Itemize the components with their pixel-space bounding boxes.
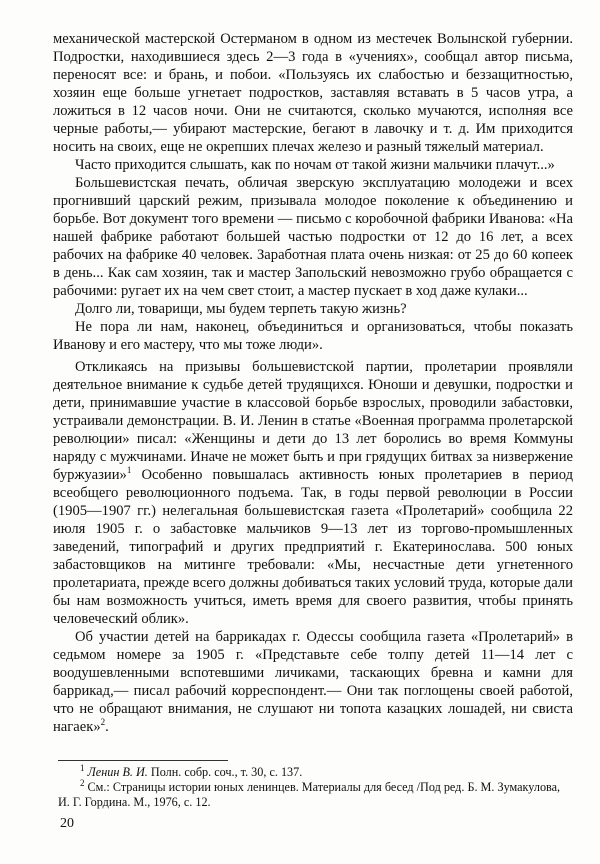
footnote-ref[interactable]: 1 bbox=[126, 465, 132, 476]
paragraph: Часто приходится слышать, как по ночам от такой жизни мальчики плачут...» bbox=[75, 157, 555, 173]
footnote bbox=[58, 762, 573, 780]
paragraph-part: Откликаясь на призывы большевистской партии, пролетарии проявляли деятельное внимание к судьбе детей трудящихся. Юноши и девушки, подростки и дети, принимавшие участие в классовой борьбе взрослых, проводили забастовки, устраивали демонстрации. В. И. Ленин в статье «Военная программа пролетарской революции» писал: «Женщины и дети до 13 лет боролись во время Коммуны наряду с мужчинами. Иначе не может быть и при грядущих битвах за низвержение буржуазии» bbox=[53, 359, 573, 483]
footnote-divider bbox=[58, 760, 228, 761]
body-text bbox=[53, 30, 573, 736]
footnote-text: Полн. собр. соч., т. 30, с. 137. bbox=[147, 765, 303, 779]
paragraph-part: Об участии детей на баррикадах г. Одессы сообщила газета «Пролетарий» в седьмом номере за 1905 г. «Представьте себе толпу детей 11—14 лет с воодушевленными вспотевшими личиками, таскающих бревна и камни для баррикад,— писал рабочий корреспондент.— Они так поглощены своей работой, что не обращают внимания, не слушают ни топота казацких лошадей, ни свиста нагаек» bbox=[53, 629, 573, 735]
paragraph: Не пора ли нам, наконец, объединиться и организоваться, чтобы показать Иванову и его мастеру, что мы тоже люди». bbox=[53, 319, 573, 353]
paragraph bbox=[53, 358, 573, 628]
paragraph: Долго ли, товарищи, мы будем терпеть такую жизнь? bbox=[75, 301, 407, 317]
footnote-text: См.: Страницы истории юных ленинцев. Материалы для бесед /Под ред. Б. М. Зумакулова, И. Г. Гордина. М., 1976, с. 12. bbox=[58, 780, 561, 809]
paragraph: Большевистская печать, обличая зверскую эксплуатацию молодежи и всех прогнивший царский режим, призывала молодое поколение к объединению и борьбе. Вот документ того времени — письмо с коробочной фабрики Иванова: «На нашей фабрике работают большей частью подростки от 12 до 16 лет, а всех рабочих на фабрике 40 человек. Заработная плата очень низкая: от 25 до 60 копеек в день... Как сам хозяин, так и мастер Запольский невозможно грубо обращается с рабочими: ругает их на чем свет стоит, а мастер пускает в ход даже кулаки... bbox=[53, 175, 573, 299]
page-number: 20 bbox=[60, 816, 74, 831]
paragraph-part: Особенно повышалась активность юных пролетариев в период всеобщего революционного подъема. Так, в годы первой революции в России (1905—1907 гг.) нелегальная большевистская газета «Пролетарий» сообщила 22 июля 1905 г. о забастовке мальчиков 9—13 лет из торгово-промышленных заведений, типографий и других предприятий г. Екатеринослава. 500 юных забастовщиков на митинге требовали: «Мы, несчастные дети угнетенного пролетариата, прежде всего должны добиваться таких условий труда, которые дали бы нам возможность учиться, иметь время для своего развития, чтобы принять человеческий облик». bbox=[53, 467, 573, 627]
footnote bbox=[58, 777, 573, 810]
footnotes bbox=[58, 762, 573, 810]
footnote-ref[interactable]: 2 bbox=[100, 717, 106, 728]
footnote-mark: 2 bbox=[80, 777, 85, 788]
footnote-author: Ленин В. И. bbox=[87, 765, 148, 779]
paragraph: механической мастерской Остерманом в одном из местечек Волынской губернии. Подростки, находившиеся здесь 2—3 года в «учениях», сообщал автор письма, переносят все: и брань, и побои. «Пользуясь их слабостью и беззащитностью, хозяин еще больше угнетает подростков, заставляя вставать в 5 часов утра, а ложиться в 12 часов ночи. Они не считаются, сколько мучаются, исполняя все черные работы,— убирают мастерские, бегают в лавочку и т. д. Им приходится носить на своих, еще не окрепших плечах железо и разный тяжелый материал. bbox=[53, 31, 573, 155]
footnote-mark: 1 bbox=[80, 762, 85, 773]
paragraph: Об участии детей на баррикадах г. Одессы сообщила газета «Пролетарий» в седьмом номере за 1905 г. «Представьте себе толпу детей 11—14 лет с воодушевленными вспотевшими личиками, таскающих бревна и камни для баррикад,— писал рабочий корреспондент.— Они так поглощены своей работой, что не обращают внимания, не слушают ни топота казацких лошадей, ни свиста нагаек»$^2$. bbox=[53, 629, 573, 735]
